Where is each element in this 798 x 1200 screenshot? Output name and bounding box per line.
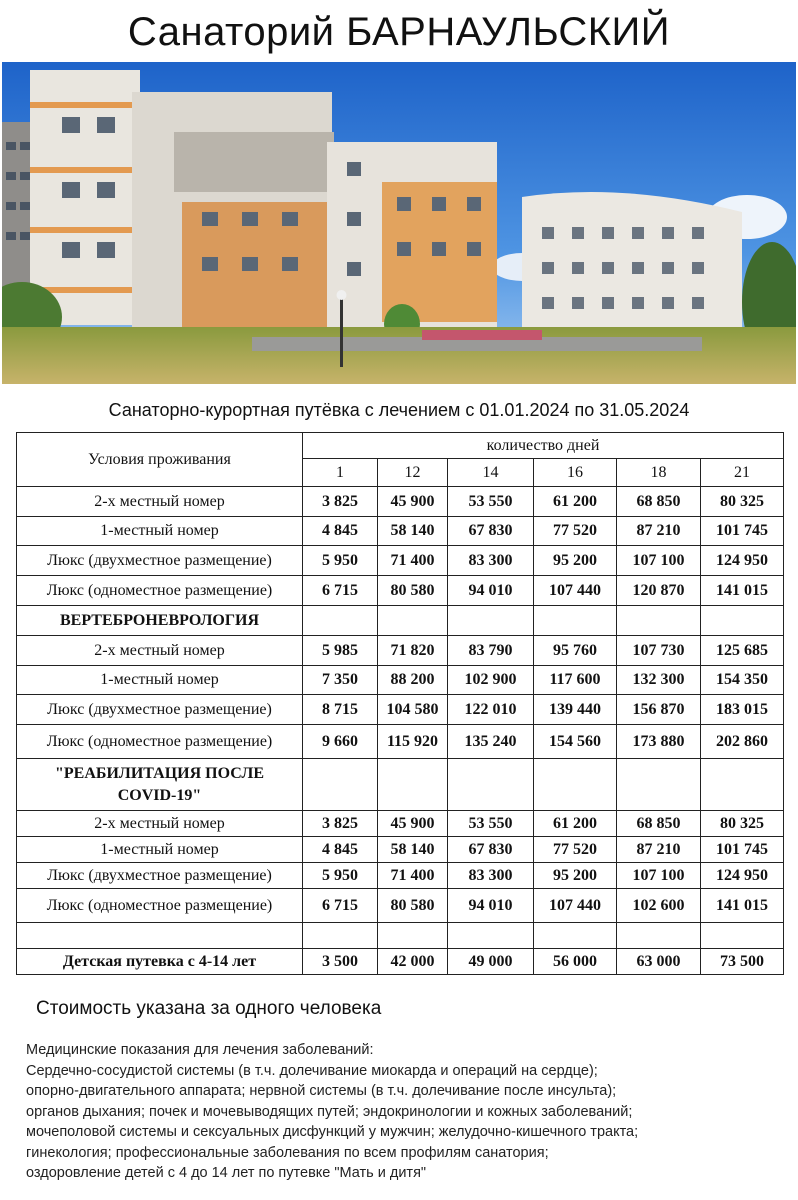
price-cell: 71 400 xyxy=(378,863,448,889)
room-type: Люкс (одноместное размещение) xyxy=(17,576,303,606)
section-header-row xyxy=(17,759,784,811)
table-row-children xyxy=(17,949,784,975)
price-cell: 95 200 xyxy=(534,546,617,576)
col-header-conditions: Условия проживания xyxy=(17,433,303,487)
price-table xyxy=(16,432,784,975)
price-cell: 87 210 xyxy=(617,837,701,863)
price-cell: 5 950 xyxy=(303,546,378,576)
price-cell: 104 580 xyxy=(378,695,448,725)
price-cell: 139 440 xyxy=(534,695,617,725)
price-cell: 122 010 xyxy=(448,695,534,725)
table-row xyxy=(17,889,784,923)
price-cell: 101 745 xyxy=(701,837,784,863)
table-row xyxy=(17,837,784,863)
price-cell: 3 825 xyxy=(303,487,378,517)
price-cell: 124 950 xyxy=(701,546,784,576)
price-cell: 101 745 xyxy=(701,517,784,546)
section-title-line: "РЕАБИЛИТАЦИЯ ПОСЛЕ xyxy=(55,764,264,782)
room-type: Люкс (двухместное размещение) xyxy=(17,546,303,576)
price-cell: 120 870 xyxy=(617,576,701,606)
page-title: Санаторий БАРНАУЛЬСКИЙ xyxy=(127,10,671,54)
price-cell: 53 550 xyxy=(448,487,534,517)
price-cell: 95 760 xyxy=(534,636,617,666)
price-cell: 173 880 xyxy=(617,725,701,759)
price-cell: 117 600 xyxy=(534,666,617,695)
price-cell: 80 325 xyxy=(701,811,784,837)
price-cell: 67 830 xyxy=(448,837,534,863)
day-header: 16 xyxy=(534,459,617,487)
price-cell: 6 715 xyxy=(303,889,378,923)
price-cell: 95 200 xyxy=(534,863,617,889)
price-cell: 71 400 xyxy=(378,546,448,576)
price-cell: 7 350 xyxy=(303,666,378,695)
price-cell: 73 500 xyxy=(701,949,784,975)
room-type: Люкс (двухместное размещение) xyxy=(17,695,303,725)
price-cell: 88 200 xyxy=(378,666,448,695)
price-cell: 94 010 xyxy=(448,576,534,606)
col-header-days: количество дней xyxy=(303,433,784,459)
price-cell: 56 000 xyxy=(534,949,617,975)
section-title-covid-rehab xyxy=(17,759,303,811)
price-cell: 71 820 xyxy=(378,636,448,666)
price-cell: 45 900 xyxy=(378,487,448,517)
room-type: Люкс (двухместное размещение) xyxy=(17,863,303,889)
price-cell: 124 950 xyxy=(701,863,784,889)
price-cell: 154 560 xyxy=(534,725,617,759)
indications-line: гинекология; профессиональные заболевания по всем профилям санатория; xyxy=(26,1144,549,1161)
price-cell: 9 660 xyxy=(303,725,378,759)
price-cell: 107 440 xyxy=(534,889,617,923)
section-title-vertebroneurology: ВЕРТЕБРОНЕВРОЛОГИЯ xyxy=(17,606,303,636)
table-row xyxy=(17,695,784,725)
price-cell: 183 015 xyxy=(701,695,784,725)
room-type: 2-х местный номер xyxy=(17,487,303,517)
table-row xyxy=(17,517,784,546)
day-header: 18 xyxy=(617,459,701,487)
section-title-line: COVID-19" xyxy=(117,786,202,804)
day-header: 12 xyxy=(378,459,448,487)
price-cell: 107 440 xyxy=(534,576,617,606)
price-cell: 77 520 xyxy=(534,837,617,863)
price-cell: 61 200 xyxy=(534,811,617,837)
sanatorium-building-photo xyxy=(2,62,796,384)
price-cell: 67 830 xyxy=(448,517,534,546)
price-cell: 8 715 xyxy=(303,695,378,725)
room-type: 1-местный номер xyxy=(17,666,303,695)
indications-line: Сердечно-сосудистой системы (в т.ч. долечивание миокарда и операций на сердце); xyxy=(26,1062,598,1079)
price-cell: 80 325 xyxy=(701,487,784,517)
price-cell: 107 730 xyxy=(617,636,701,666)
price-cell: 49 000 xyxy=(448,949,534,975)
room-type: 1-местный номер xyxy=(17,517,303,546)
room-type: 2-х местный номер xyxy=(17,636,303,666)
price-cell: 87 210 xyxy=(617,517,701,546)
price-cell: 68 850 xyxy=(617,811,701,837)
price-cell: 107 100 xyxy=(617,546,701,576)
price-cell: 61 200 xyxy=(534,487,617,517)
medical-indications xyxy=(26,1040,786,1184)
table-row xyxy=(17,636,784,666)
day-header: 1 xyxy=(303,459,378,487)
price-cell: 3 825 xyxy=(303,811,378,837)
day-header: 21 xyxy=(701,459,784,487)
price-cell: 5 950 xyxy=(303,863,378,889)
price-cell: 154 350 xyxy=(701,666,784,695)
indications-line: оздоровление детей с 4 до 14 лет по путевке "Мать и дитя" xyxy=(26,1165,427,1181)
indications-line: органов дыхания; почек и мочевыводящих путей; эндокринологии и кожных заболеваний; xyxy=(26,1103,633,1120)
price-cell: 42 000 xyxy=(378,949,448,975)
price-cell: 80 580 xyxy=(378,576,448,606)
price-cell: 83 790 xyxy=(448,636,534,666)
room-type: Люкс (одноместное размещение) xyxy=(17,725,303,759)
price-note: Стоимость указана за одного человека xyxy=(36,998,382,1019)
price-cell: 141 015 xyxy=(701,889,784,923)
table-row xyxy=(17,666,784,695)
price-cell: 4 845 xyxy=(303,517,378,546)
price-cell: 68 850 xyxy=(617,487,701,517)
section-header-row xyxy=(17,606,784,636)
table-row xyxy=(17,487,784,517)
price-cell: 83 300 xyxy=(448,546,534,576)
price-cell: 58 140 xyxy=(378,517,448,546)
table-row xyxy=(17,863,784,889)
price-cell: 94 010 xyxy=(448,889,534,923)
price-cell: 58 140 xyxy=(378,837,448,863)
room-type: Люкс (одноместное размещение) xyxy=(17,889,303,923)
price-cell: 80 580 xyxy=(378,889,448,923)
price-cell: 4 845 xyxy=(303,837,378,863)
price-cell: 102 600 xyxy=(617,889,701,923)
room-type: 1-местный номер xyxy=(17,837,303,863)
price-cell: 115 920 xyxy=(378,725,448,759)
price-cell: 63 000 xyxy=(617,949,701,975)
price-cell: 141 015 xyxy=(701,576,784,606)
room-type: 2-х местный номер xyxy=(17,811,303,837)
price-cell: 125 685 xyxy=(701,636,784,666)
price-cell: 53 550 xyxy=(448,811,534,837)
day-header: 14 xyxy=(448,459,534,487)
price-cell: 102 900 xyxy=(448,666,534,695)
indications-line: Медицинские показания для лечения заболеваний: xyxy=(26,1042,374,1058)
empty-row xyxy=(17,923,784,949)
price-cell: 6 715 xyxy=(303,576,378,606)
price-cell: 202 860 xyxy=(701,725,784,759)
price-cell: 135 240 xyxy=(448,725,534,759)
table-row xyxy=(17,725,784,759)
tour-period-subtitle: Санаторно-курортная путёвка с лечением с 01.01.2024 по 31.05.2024 xyxy=(108,400,690,420)
price-cell: 3 500 xyxy=(303,949,378,975)
table-row xyxy=(17,546,784,576)
indications-line: опорно-двигательного аппарата; нервной системы (в т.ч. долечивание после инсульта); xyxy=(26,1083,617,1099)
price-cell: 5 985 xyxy=(303,636,378,666)
price-cell: 45 900 xyxy=(378,811,448,837)
price-cell: 156 870 xyxy=(617,695,701,725)
table-row xyxy=(17,576,784,606)
indications-line: мочеполовой системы и сексуальных дисфункций у мужчин; желудочно-кишечного тракта; xyxy=(26,1124,639,1140)
children-tour-label: Детская путевка с 4-14 лет xyxy=(17,949,303,975)
price-cell: 132 300 xyxy=(617,666,701,695)
price-cell: 77 520 xyxy=(534,517,617,546)
price-cell: 83 300 xyxy=(448,863,534,889)
table-row xyxy=(17,811,784,837)
price-cell: 107 100 xyxy=(617,863,701,889)
